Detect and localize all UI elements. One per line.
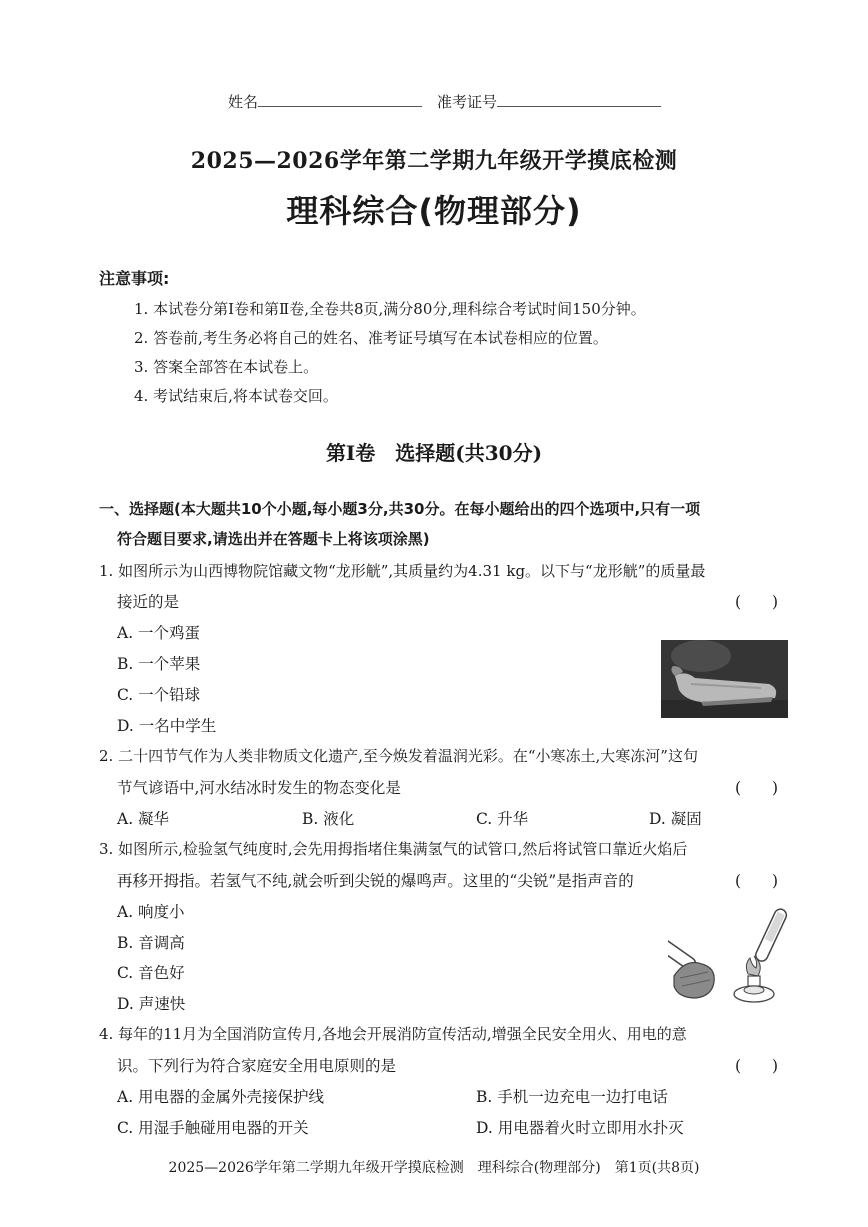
- question-4-stem-cont: 识。下列行为符合家庭安全用电原则的是: [117, 1057, 397, 1075]
- section-intro-cont: 符合题目要求,请选出并在答题卡上将该项涂黑): [117, 530, 430, 548]
- exam-title: 2025—2026学年第二学期九年级开学摸底检测: [190, 148, 678, 174]
- exam-id-field: [437, 91, 661, 112]
- name-label: 姓名: [228, 93, 259, 111]
- question-3-option-b: B. 音调高: [117, 934, 185, 952]
- answer-blank: ( ): [735, 872, 779, 890]
- question-2-stem-cont: 节气谚语中,河水结冰时发生的物态变化是: [117, 779, 401, 797]
- question-2-option-c: C. 升华: [476, 810, 529, 828]
- question-3-option-c: C. 音色好: [117, 964, 185, 982]
- question-1-option-c: C. 一个铅球: [117, 686, 201, 704]
- question-1-option-a: A. 一个鸡蛋: [117, 624, 201, 642]
- question-1-option-d: D. 一名中学生: [117, 717, 217, 735]
- question-1-stem: 1. 如图所示为山西博物院馆藏文物“龙形觥”,其质量约为4.31 kg。以下与“龙形觥”的质量最: [99, 562, 706, 580]
- answer-blank: ( ): [735, 1057, 779, 1075]
- question-3-option-d: D. 声速快: [117, 995, 186, 1013]
- dragon-vessel-photo: [661, 640, 788, 718]
- exam-id-blank: [497, 92, 661, 107]
- question-4-stem: 4. 每年的11月为全国消防宣传月,各地会开展消防宣传活动,增强全民安全用火、用电的意: [99, 1025, 687, 1043]
- question-2-stem: 2. 二十四节气作为人类非物质文化遗产,至今焕发着温润光彩。在“小寒冻土,大寒冻河”这句: [99, 747, 698, 765]
- section-intro: 一、选择题(本大题共10个小题,每小题3分,共30分。在每小题给出的四个选项中,只有一项: [99, 500, 701, 518]
- question-4-option-a: A. 用电器的金属外壳接保护线: [117, 1088, 325, 1106]
- hydrogen-test-figure: [668, 906, 790, 1006]
- name-blank: [258, 92, 422, 107]
- question-3-stem: 3. 如图所示,检验氢气纯度时,会先用拇指堵住集满氢气的试管口,然后将试管口靠近火焰后: [99, 840, 688, 858]
- notice-heading: 注意事项:: [99, 269, 170, 288]
- notice-item: 3. 答案全部答在本试卷上。: [134, 358, 319, 376]
- question-4-option-c: C. 用湿手触碰用电器的开关: [117, 1119, 309, 1137]
- question-3-stem-cont: 再移开拇指。若氢气不纯,就会听到尖锐的爆鸣声。这里的“尖锐”是指声音的: [117, 872, 634, 890]
- notice-item: 1. 本试卷分第Ⅰ卷和第Ⅱ卷,全卷共8页,满分80分,理科综合考试时间150分钟。: [134, 300, 646, 318]
- exam-id-label: 准考证号: [437, 93, 498, 111]
- question-3-option-a: A. 响度小: [117, 903, 185, 921]
- question-2-option-d: D. 凝固: [649, 810, 702, 828]
- question-2-option-a: A. 凝华: [117, 810, 170, 828]
- answer-blank: ( ): [735, 593, 779, 611]
- question-1-stem-cont: 接近的是: [117, 593, 180, 611]
- question-1-option-b: B. 一个苹果: [117, 655, 201, 673]
- question-4-option-d: D. 用电器着火时立即用水扑灭: [476, 1119, 684, 1137]
- section-title: 第Ⅰ卷 选择题(共30分): [325, 441, 543, 465]
- question-4-option-b: B. 手机一边充电一边打电话: [476, 1088, 668, 1106]
- name-field: [228, 91, 422, 112]
- page-footer: 2025—2026学年第二学期九年级开学摸底检测 理科综合(物理部分) 第1页(共8页): [168, 1160, 700, 1176]
- subject-title: 理科综合(物理部分): [286, 192, 582, 230]
- answer-blank: ( ): [735, 779, 779, 797]
- notice-item: 4. 考试结束后,将本试卷交回。: [134, 387, 338, 405]
- question-2-option-b: B. 液化: [302, 810, 355, 828]
- notice-item: 2. 答卷前,考生务必将自己的姓名、准考证号填写在本试卷相应的位置。: [134, 329, 608, 347]
